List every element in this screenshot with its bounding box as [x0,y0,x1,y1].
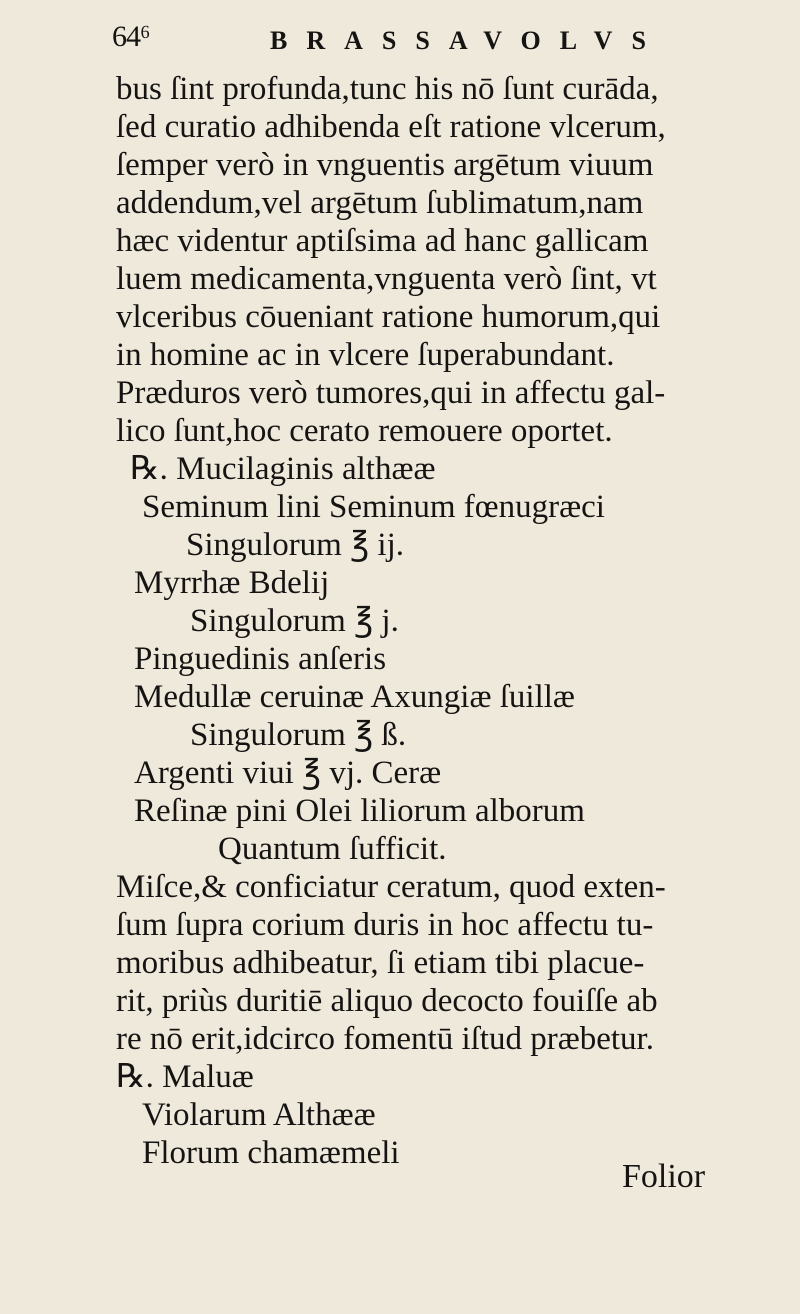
catchword: Folior [622,1158,706,1195]
text-line: vlceribus cōueniant ratione humorum,qui [116,299,661,335]
text-line: luem medicamenta,vnguenta verò ſint, vt [116,261,657,297]
text-line: ℞. Mucilaginis althææ [130,451,436,487]
text-line: in homine ac in vlcere ſuperabundant. [116,337,615,373]
text-line: ℞. Maluæ [116,1059,254,1095]
text-line: Argenti viui ℥ vj. Ceræ [134,755,442,791]
text-line: Singulorum ℥ ß. [190,717,407,753]
text-line: addendum,vel argētum ſublimatum,nam [116,185,644,221]
running-head: BRASSAVOLVS [270,26,665,55]
text-line: lico ſunt,hoc cerato remouere oportet. [116,413,613,449]
text-line: re nō erit,idcirco fomentū iſtud præbetur. [116,1021,654,1057]
text-line: rit, priùs duritiē aliquo decocto fouiſſe ab [116,983,658,1019]
text-line: Præduros verò tumores,qui in affectu gal- [116,375,666,411]
text-line: Quantum ſufficit. [218,831,447,867]
text-line: hæc videntur aptiſsima ad hanc gallicam [116,223,649,259]
text-line: bus ſint profunda,tunc his nō ſunt curāda, [116,71,659,107]
text-line: ſed curatio adhibenda eſt ratione vlcerum, [116,109,666,145]
text-line: ſemper verò in vnguentis argētum viuum [116,147,654,183]
text-line: ſum ſupra corium duris in hoc affectu tu- [116,907,654,943]
text-line: Myrrhæ Bdelij [134,565,330,601]
text-line: Seminum lini Seminum fœnugræci [142,489,605,525]
text-line: moribus adhibeatur, ſi etiam tibi placue- [116,945,645,981]
text-line: Medullæ ceruinæ Axungiæ ſuillæ [134,679,575,715]
text-line: Florum chamæmeli [142,1135,400,1171]
page-number: 64⁶ [112,20,150,53]
text-line: Singulorum ℥ ij. [186,527,404,563]
text-line: Violarum Althææ [142,1097,376,1133]
text-line: Miſce,& conficiatur ceratum, quod exten- [116,869,666,905]
text-line: Singulorum ℥ j. [190,603,399,639]
text-line: Pinguedinis anſeris [134,641,387,677]
text-line: Reſinæ pini Olei liliorum alborum [134,793,585,829]
page-header [112,18,792,58]
